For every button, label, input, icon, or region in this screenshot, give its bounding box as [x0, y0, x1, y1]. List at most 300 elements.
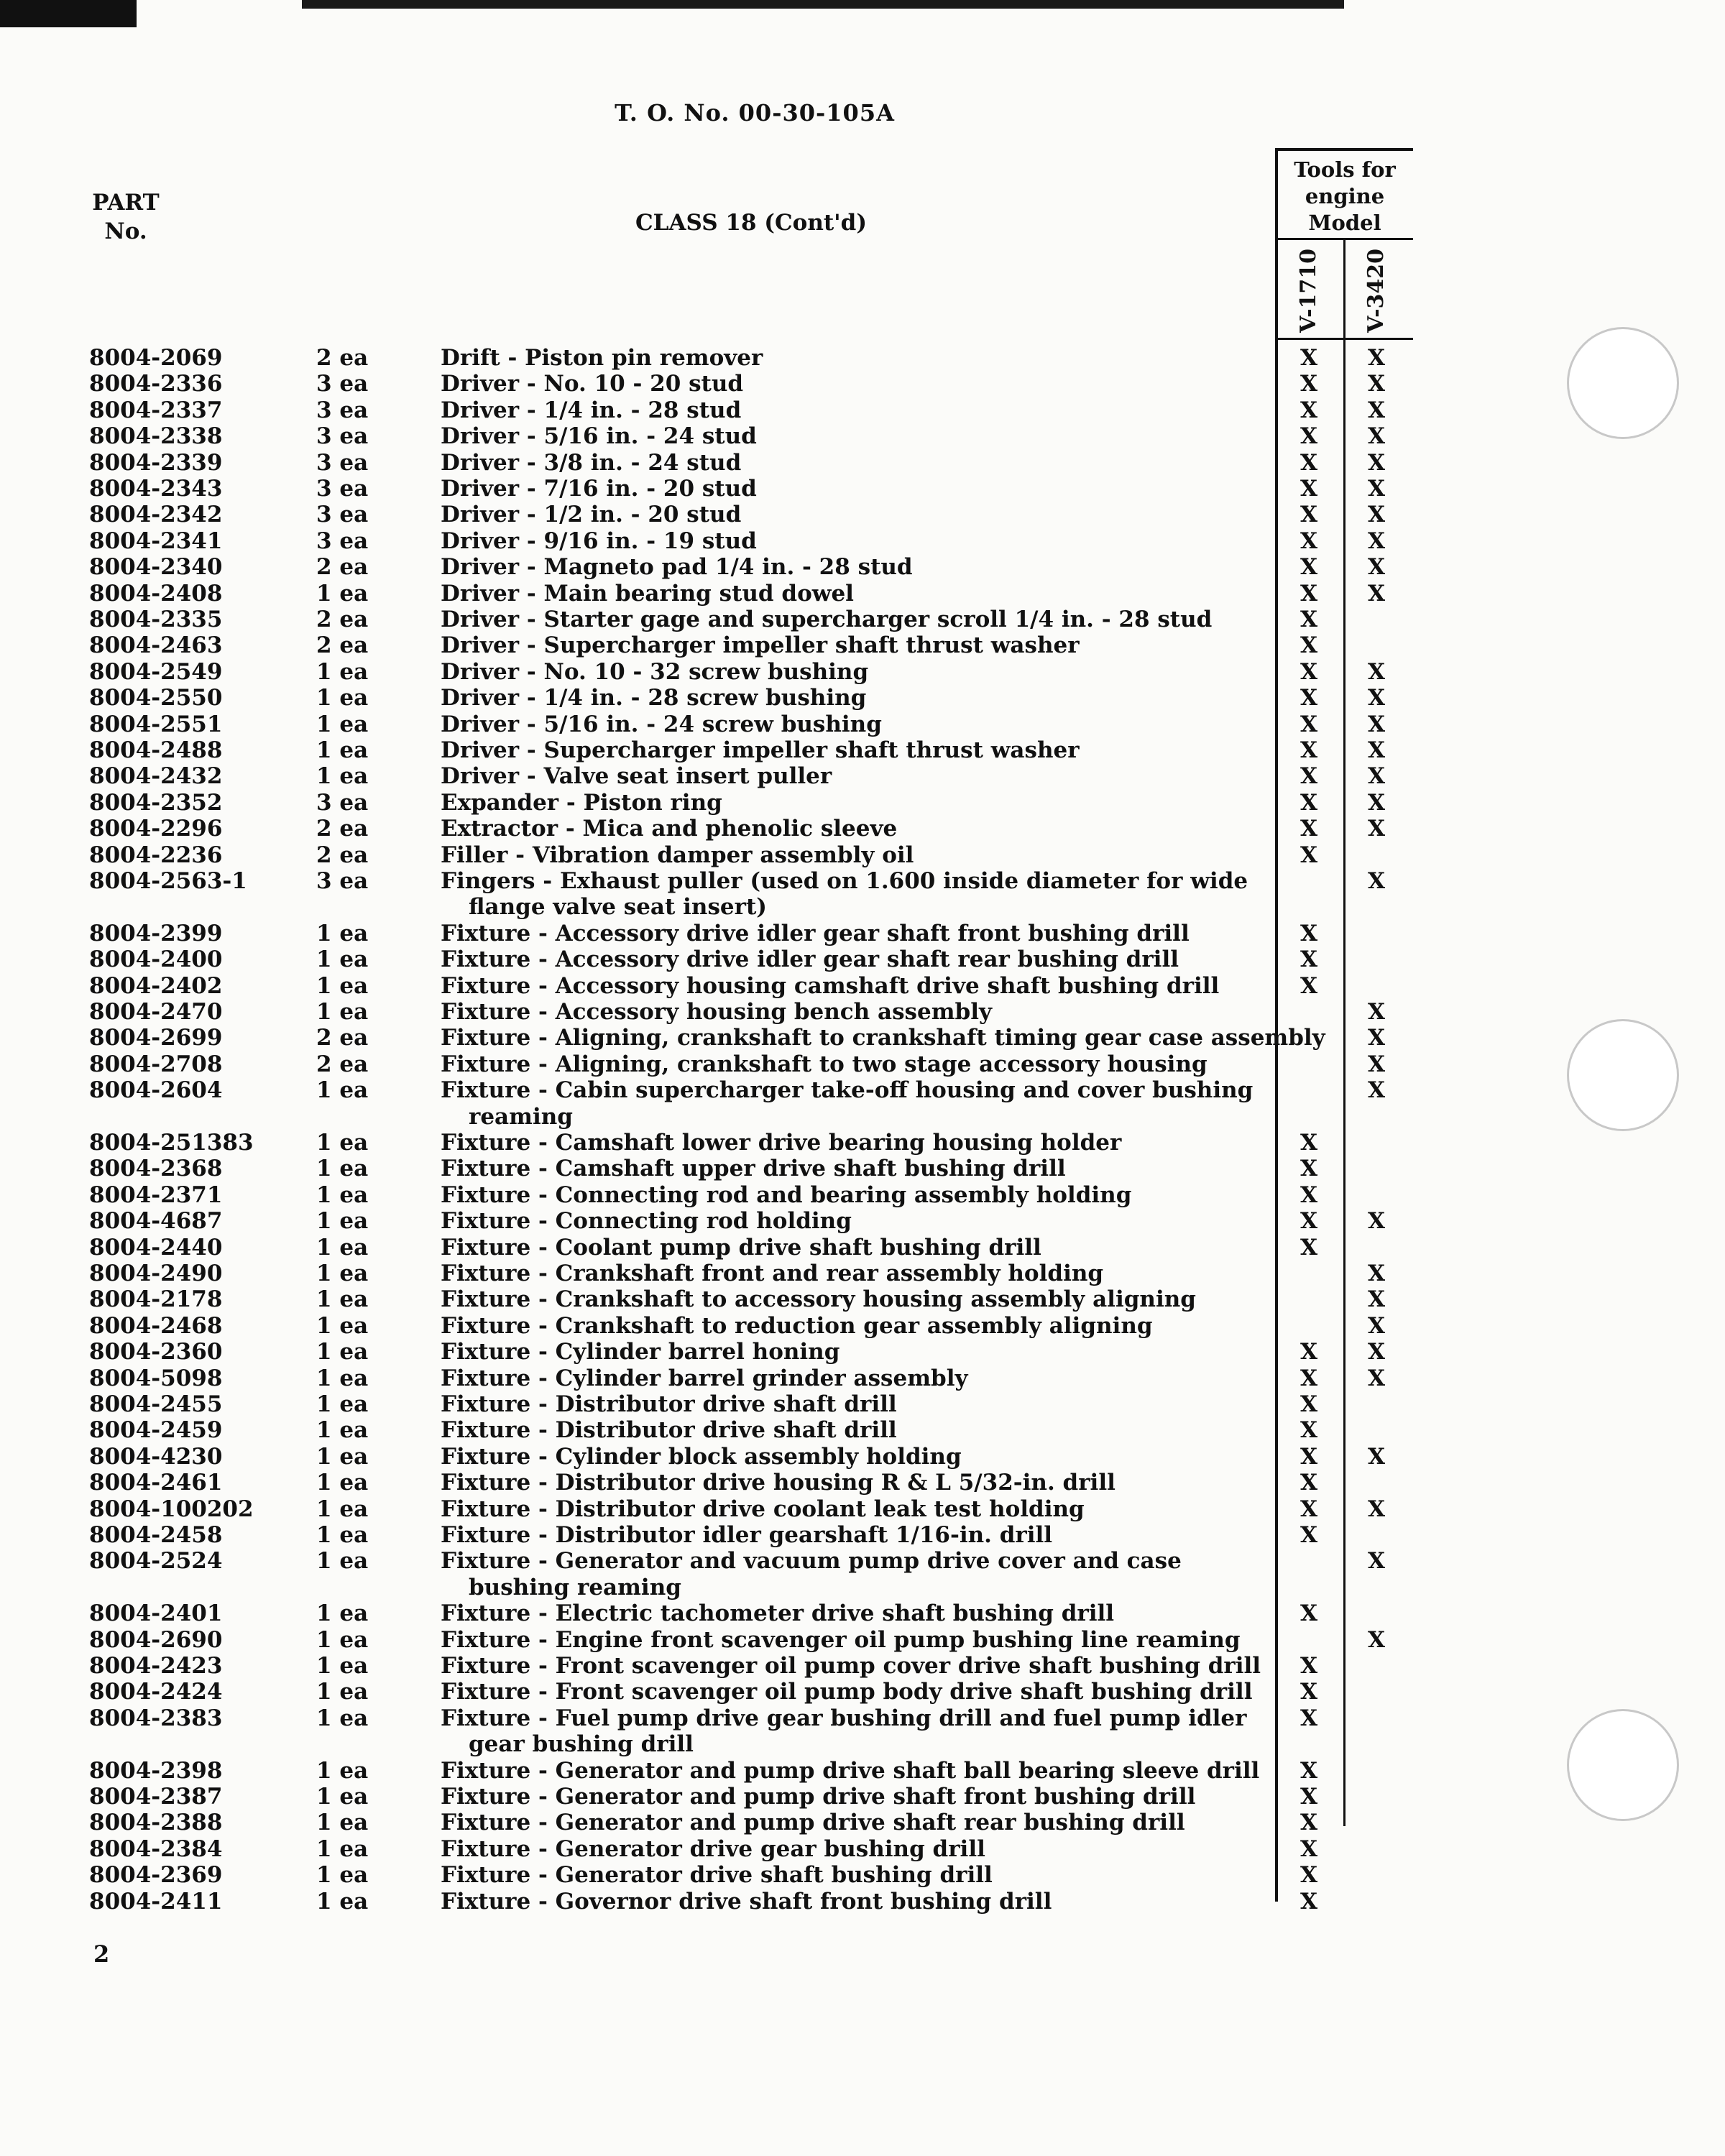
- quantity: 2 ea: [316, 345, 369, 371]
- table-row: [0, 1286, 1725, 1312]
- quantity: 3 ea: [316, 476, 369, 502]
- tools-line-1: Tools for: [1294, 157, 1396, 182]
- v1710-mark: X: [1300, 685, 1318, 711]
- quantity: 2 ea: [316, 1051, 369, 1077]
- quantity: 1 ea: [316, 1862, 369, 1888]
- tool-description: Fixture - Generator drive gear bushing drill: [441, 1836, 985, 1862]
- part-number: 8004-2342: [89, 502, 223, 528]
- table-row: [0, 1889, 1725, 1915]
- v1710-mark: X: [1300, 397, 1318, 423]
- v1710-mark: X: [1300, 1889, 1318, 1915]
- tool-description: Driver - 3/8 in. - 24 stud: [441, 450, 742, 476]
- part-number: 8004-2424: [89, 1679, 223, 1705]
- v1710-mark: X: [1300, 946, 1318, 972]
- tool-description: Fixture - Camshaft upper drive shaft bushing drill: [441, 1156, 1066, 1181]
- tool-description-continued: reaming: [469, 1104, 573, 1130]
- quantity: 1 ea: [316, 1758, 369, 1784]
- v3420-mark: X: [1367, 1313, 1386, 1339]
- tool-description-continued: flange valve seat insert): [469, 894, 767, 920]
- table-row: [0, 423, 1725, 449]
- quantity: 3 ea: [316, 397, 369, 423]
- v3420-mark: X: [1367, 1025, 1386, 1051]
- tool-description: Fixture - Accessory housing camshaft drive shaft bushing drill: [441, 973, 1220, 999]
- page-number: 2: [93, 1940, 110, 1968]
- v1710-mark: X: [1300, 842, 1318, 868]
- v3420-mark: X: [1367, 1548, 1386, 1574]
- v1710-mark: X: [1300, 502, 1318, 528]
- v1710-mark: X: [1300, 1417, 1318, 1443]
- part-number: 8004-2368: [89, 1156, 223, 1181]
- tool-description: Fixture - Generator drive shaft bushing drill: [441, 1862, 993, 1888]
- part-number: 8004-2352: [89, 790, 223, 816]
- table-row: [0, 607, 1725, 632]
- table-row: [0, 528, 1725, 554]
- quantity: 1 ea: [316, 1444, 369, 1470]
- tool-description: Driver - 1/2 in. - 20 stud: [441, 502, 742, 528]
- tool-description: Driver - Starter gage and supercharger scroll 1/4 in. - 28 stud: [441, 607, 1213, 632]
- part-number: 8004-2337: [89, 397, 223, 423]
- v1710-mark: X: [1300, 711, 1318, 737]
- quantity: 1 ea: [316, 946, 369, 972]
- quantity: 3 ea: [316, 371, 369, 397]
- tool-description: Expander - Piston ring: [441, 790, 722, 816]
- part-number: 8004-2402: [89, 973, 223, 999]
- part-number: 8004-2524: [89, 1548, 223, 1574]
- v3420-mark: X: [1367, 371, 1386, 397]
- v1710-mark: X: [1300, 450, 1318, 476]
- tool-description: Fixture - Accessory housing bench assembly: [441, 999, 992, 1025]
- table-row: [0, 816, 1725, 842]
- tool-description: Driver - Valve seat insert puller: [441, 763, 832, 789]
- part-number: 8004-2488: [89, 737, 223, 763]
- quantity: 1 ea: [316, 1705, 369, 1731]
- tool-description: Driver - 1/4 in. - 28 stud: [441, 397, 742, 423]
- part-number: 8004-2336: [89, 371, 223, 397]
- v3420-mark: X: [1367, 737, 1386, 763]
- table-row: [0, 1810, 1725, 1835]
- v3420-mark: X: [1367, 1208, 1386, 1234]
- quantity: 1 ea: [316, 1496, 369, 1522]
- quantity: 2 ea: [316, 554, 369, 580]
- tool-description: Fixture - Distributor drive shaft drill: [441, 1417, 897, 1443]
- tool-description: Fixture - Connecting rod holding: [441, 1208, 852, 1234]
- quantity: 1 ea: [316, 1130, 369, 1156]
- tool-description: Driver - 1/4 in. - 28 screw bushing: [441, 685, 867, 711]
- tool-description: Fixture - Front scavenger oil pump body drive shaft bushing drill: [441, 1679, 1253, 1705]
- table-row: [0, 1339, 1725, 1365]
- v1710-mark: X: [1300, 1208, 1318, 1234]
- v1710-mark: X: [1300, 1235, 1318, 1261]
- v3420-mark: X: [1367, 1261, 1386, 1286]
- v1710-mark: X: [1300, 1705, 1318, 1731]
- table-row: [0, 842, 1725, 868]
- tool-description: Fixture - Cylinder barrel grinder assembly: [441, 1365, 968, 1391]
- quantity: 1 ea: [316, 1600, 369, 1626]
- v1710-mark: X: [1300, 1391, 1318, 1417]
- table-rule-top: [1275, 148, 1413, 151]
- tool-description: Fixture - Distributor drive shaft drill: [441, 1391, 897, 1417]
- table-row: [0, 450, 1725, 476]
- part-number: 8004-2335: [89, 607, 223, 632]
- part-number: 8004-2604: [89, 1077, 223, 1103]
- tool-description: Driver - No. 10 - 32 screw bushing: [441, 659, 869, 685]
- document-number: T. O. No. 00-30-105A: [615, 99, 895, 126]
- v3420-mark: X: [1367, 581, 1386, 607]
- quantity: 1 ea: [316, 1208, 369, 1234]
- table-row: [0, 1784, 1725, 1810]
- v1710-mark: X: [1300, 659, 1318, 685]
- v3420-mark: X: [1367, 868, 1386, 894]
- model-v1710-label: V-1710: [1296, 248, 1322, 333]
- quantity: 1 ea: [316, 581, 369, 607]
- table-row: [0, 921, 1725, 946]
- table-row: [0, 659, 1725, 685]
- tool-description: Fixture - Electric tachometer drive shaft bushing drill: [441, 1600, 1115, 1626]
- v3420-mark: X: [1367, 999, 1386, 1025]
- v3420-mark: X: [1367, 450, 1386, 476]
- part-number: 8004-2340: [89, 554, 223, 580]
- quantity: 3 ea: [316, 423, 369, 449]
- v1710-mark: X: [1300, 607, 1318, 632]
- v3420-mark: X: [1367, 763, 1386, 789]
- part-number: 8004-2178: [89, 1286, 223, 1312]
- tool-description: Fixture - Crankshaft to accessory housing assembly aligning: [441, 1286, 1196, 1312]
- part-number: 8004-2296: [89, 816, 223, 842]
- v3420-mark: X: [1367, 685, 1386, 711]
- quantity: 1 ea: [316, 737, 369, 763]
- part-number: 8004-2699: [89, 1025, 223, 1051]
- table-row: [0, 1600, 1725, 1626]
- v1710-mark: X: [1300, 1339, 1318, 1365]
- table-row: [0, 397, 1725, 423]
- v1710-mark: X: [1300, 554, 1318, 580]
- v1710-mark: X: [1300, 371, 1318, 397]
- part-number: 8004-2551: [89, 711, 223, 737]
- part-number: 8004-2411: [89, 1889, 223, 1915]
- tools-line-3: Model: [1308, 211, 1381, 235]
- table-row: [0, 1758, 1725, 1784]
- tool-description: Fixture - Connecting rod and bearing assembly holding: [441, 1182, 1132, 1208]
- quantity: 1 ea: [316, 1077, 369, 1103]
- v1710-mark: X: [1300, 973, 1318, 999]
- part-number: 8004-4230: [89, 1444, 223, 1470]
- tool-description: Fixture - Crankshaft front and rear assembly holding: [441, 1261, 1104, 1286]
- tool-description: Fixture - Distributor idler gearshaft 1/16-in. drill: [441, 1522, 1053, 1548]
- quantity: 1 ea: [316, 1339, 369, 1365]
- v1710-mark: X: [1300, 1365, 1318, 1391]
- table-row: [0, 1653, 1725, 1679]
- part-number: 8004-2458: [89, 1522, 223, 1548]
- table-row: [0, 1705, 1725, 1731]
- table-row: [0, 790, 1725, 816]
- table-row: [0, 1391, 1725, 1417]
- part-number: 8004-2341: [89, 528, 223, 554]
- quantity: 1 ea: [316, 1889, 369, 1915]
- quantity: 1 ea: [316, 1417, 369, 1443]
- tool-description: Driver - 5/16 in. - 24 stud: [441, 423, 757, 449]
- part-number: 8004-2339: [89, 450, 223, 476]
- tool-description-continued: bushing reaming: [469, 1575, 681, 1600]
- part-number: 8004-2440: [89, 1235, 223, 1261]
- table-row: [0, 502, 1725, 528]
- quantity: 1 ea: [316, 999, 369, 1025]
- v3420-mark: X: [1367, 1365, 1386, 1391]
- table-row: [0, 1182, 1725, 1208]
- v3420-mark: X: [1367, 554, 1386, 580]
- table-row: [0, 1156, 1725, 1181]
- v1710-mark: X: [1300, 1156, 1318, 1181]
- v1710-mark: X: [1300, 528, 1318, 554]
- quantity: 1 ea: [316, 1391, 369, 1417]
- part-number: 8004-2455: [89, 1391, 223, 1417]
- part-number: 8004-2690: [89, 1627, 223, 1653]
- quantity: 2 ea: [316, 842, 369, 868]
- v1710-mark: X: [1300, 1130, 1318, 1156]
- v3420-mark: X: [1367, 423, 1386, 449]
- part-number: 8004-2388: [89, 1810, 223, 1835]
- tool-description: Fixture - Accessory drive idler gear shaft front bushing drill: [441, 921, 1190, 946]
- tool-description: Driver - 5/16 in. - 24 screw bushing: [441, 711, 882, 737]
- quantity: 1 ea: [316, 1313, 369, 1339]
- tool-description: Fixture - Engine front scavenger oil pump bushing line reaming: [441, 1627, 1241, 1653]
- tools-line-2: engine: [1305, 184, 1385, 208]
- table-row: [0, 1522, 1725, 1548]
- part-number: 8004-2490: [89, 1261, 223, 1286]
- part-number: 8004-251383: [89, 1130, 254, 1156]
- v3420-mark: X: [1367, 397, 1386, 423]
- tool-description: Driver - No. 10 - 20 stud: [441, 371, 744, 397]
- quantity: 1 ea: [316, 711, 369, 737]
- tool-description: Fixture - Aligning, crankshaft to two stage accessory housing: [441, 1051, 1208, 1077]
- v1710-mark: X: [1300, 790, 1318, 816]
- quantity: 1 ea: [316, 1679, 369, 1705]
- v1710-mark: X: [1300, 1810, 1318, 1835]
- quantity: 3 ea: [316, 450, 369, 476]
- part-number-column-header: [79, 188, 172, 246]
- v1710-mark: X: [1300, 1522, 1318, 1548]
- part-number-label: No.: [104, 218, 147, 244]
- v3420-mark: X: [1367, 1496, 1386, 1522]
- table-row: [0, 632, 1725, 658]
- part-number: 8004-2408: [89, 581, 223, 607]
- v1710-mark: X: [1300, 1470, 1318, 1496]
- part-number: 8004-2384: [89, 1836, 223, 1862]
- v1710-mark: X: [1300, 816, 1318, 842]
- part-number: 8004-2399: [89, 921, 223, 946]
- part-number: 8004-2387: [89, 1784, 223, 1810]
- v3420-mark: X: [1367, 528, 1386, 554]
- model-v3420-header: [1355, 246, 1398, 335]
- part-number: 8004-2371: [89, 1182, 223, 1208]
- tool-description: Driver - 9/16 in. - 19 stud: [441, 528, 757, 554]
- quantity: 1 ea: [316, 1261, 369, 1286]
- table-row: [0, 1862, 1725, 1888]
- tools-column-header: [1276, 157, 1413, 236]
- tool-description: Driver - Main bearing stud dowel: [441, 581, 854, 607]
- v1710-mark: X: [1300, 423, 1318, 449]
- table-row: [0, 581, 1725, 607]
- part-number: 8004-2708: [89, 1051, 223, 1077]
- table-row: [0, 1627, 1725, 1653]
- quantity: 1 ea: [316, 1810, 369, 1835]
- table-row: [0, 868, 1725, 894]
- v1710-mark: X: [1300, 632, 1318, 658]
- part-number: 8004-2360: [89, 1339, 223, 1365]
- tool-description-continued: gear bushing drill: [469, 1731, 694, 1757]
- quantity: 2 ea: [316, 816, 369, 842]
- v3420-mark: X: [1367, 345, 1386, 371]
- v1710-mark: X: [1300, 581, 1318, 607]
- part-number: 8004-2549: [89, 659, 223, 685]
- quantity: 1 ea: [316, 973, 369, 999]
- v3420-mark: X: [1367, 1286, 1386, 1312]
- tool-description: Fixture - Cylinder block assembly holding: [441, 1444, 962, 1470]
- v1710-mark: X: [1300, 1758, 1318, 1784]
- part-number: 8004-2338: [89, 423, 223, 449]
- tool-description: Extractor - Mica and phenolic sleeve: [441, 816, 898, 842]
- table-row: [0, 711, 1725, 737]
- v3420-mark: X: [1367, 816, 1386, 842]
- table-row: [0, 1208, 1725, 1234]
- v1710-mark: X: [1300, 1653, 1318, 1679]
- part-number: 8004-2400: [89, 946, 223, 972]
- part-number: 8004-2423: [89, 1653, 223, 1679]
- quantity: 1 ea: [316, 1627, 369, 1653]
- tool-description: Fixture - Generator and pump drive shaft front bushing drill: [441, 1784, 1196, 1810]
- v3420-mark: X: [1367, 502, 1386, 528]
- quantity: 1 ea: [316, 1365, 369, 1391]
- quantity: 3 ea: [316, 502, 369, 528]
- table-row: [0, 999, 1725, 1025]
- tool-description: Driver - Supercharger impeller shaft thrust washer: [441, 737, 1080, 763]
- table-row: [0, 371, 1725, 397]
- part-number: 8004-2468: [89, 1313, 223, 1339]
- tool-description: Driver - Magneto pad 1/4 in. - 28 stud: [441, 554, 913, 580]
- table-row: [0, 737, 1725, 763]
- part-number: 8004-4687: [89, 1208, 223, 1234]
- tool-description: Fixture - Coolant pump drive shaft bushing drill: [441, 1235, 1041, 1261]
- v1710-mark: X: [1300, 1496, 1318, 1522]
- quantity: 1 ea: [316, 921, 369, 946]
- part-number: 8004-2398: [89, 1758, 223, 1784]
- table-row: [0, 1051, 1725, 1077]
- v1710-mark: X: [1300, 1600, 1318, 1626]
- scan-edge-mark: [0, 0, 137, 27]
- quantity: 1 ea: [316, 763, 369, 789]
- table-row: [0, 1444, 1725, 1470]
- table-row: [0, 1261, 1725, 1286]
- table-row: [0, 1548, 1725, 1574]
- quantity: 1 ea: [316, 1182, 369, 1208]
- v3420-mark: X: [1367, 1627, 1386, 1653]
- part-number: 8004-2069: [89, 345, 223, 371]
- part-number: 8004-2470: [89, 999, 223, 1025]
- table-row: [0, 1679, 1725, 1705]
- table-row: [0, 946, 1725, 972]
- quantity: 2 ea: [316, 632, 369, 658]
- tool-description: Fixture - Governor drive shaft front bushing drill: [441, 1889, 1052, 1915]
- quantity: 1 ea: [316, 685, 369, 711]
- table-row: [0, 1235, 1725, 1261]
- v3420-mark: X: [1367, 1051, 1386, 1077]
- tool-description: Fixture - Front scavenger oil pump cover drive shaft bushing drill: [441, 1653, 1261, 1679]
- part-number: 8004-5098: [89, 1365, 223, 1391]
- table-row: [0, 1313, 1725, 1339]
- tool-description: Fixture - Distributor drive housing R & L 5/32-in. drill: [441, 1470, 1116, 1496]
- part-number: 8004-2343: [89, 476, 223, 502]
- tool-description: Fixture - Generator and vacuum pump drive cover and case: [441, 1548, 1182, 1574]
- class-title: CLASS 18 (Cont'd): [635, 210, 868, 236]
- table-row: [0, 1470, 1725, 1496]
- tool-description: Fixture - Generator and pump drive shaft ball bearing sleeve drill: [441, 1758, 1260, 1784]
- v1710-mark: X: [1300, 737, 1318, 763]
- tool-description: Fingers - Exhaust puller (used on 1.600 inside diameter for wide: [441, 868, 1248, 894]
- tool-description: Fixture - Cabin supercharger take-off housing and cover bushing: [441, 1077, 1254, 1103]
- v1710-mark: X: [1300, 1182, 1318, 1208]
- v1710-mark: X: [1300, 1836, 1318, 1862]
- quantity: 1 ea: [316, 659, 369, 685]
- table-row: [0, 1130, 1725, 1156]
- tool-description: Fixture - Camshaft lower drive bearing housing holder: [441, 1130, 1122, 1156]
- v1710-mark: X: [1300, 763, 1318, 789]
- quantity: 3 ea: [316, 528, 369, 554]
- table-row: [0, 476, 1725, 502]
- quantity: 1 ea: [316, 1522, 369, 1548]
- quantity: 1 ea: [316, 1653, 369, 1679]
- part-label: PART: [92, 190, 160, 216]
- table-row: [0, 1077, 1725, 1103]
- quantity: 1 ea: [316, 1470, 369, 1496]
- v1710-mark: X: [1300, 1862, 1318, 1888]
- quantity: 3 ea: [316, 790, 369, 816]
- v1710-mark: X: [1300, 476, 1318, 502]
- tool-description: Fixture - Fuel pump drive gear bushing drill and fuel pump idler: [441, 1705, 1247, 1731]
- tool-description: Fixture - Crankshaft to reduction gear assembly aligning: [441, 1313, 1153, 1339]
- quantity: 1 ea: [316, 1784, 369, 1810]
- model-v1710-header: [1287, 246, 1330, 335]
- quantity: 1 ea: [316, 1836, 369, 1862]
- tool-description: Driver - Supercharger impeller shaft thrust washer: [441, 632, 1080, 658]
- table-row: [0, 345, 1725, 371]
- v3420-mark: X: [1367, 659, 1386, 685]
- table-row: [0, 1417, 1725, 1443]
- v3420-mark: X: [1367, 476, 1386, 502]
- part-number: 8004-2369: [89, 1862, 223, 1888]
- quantity: 1 ea: [316, 1235, 369, 1261]
- tool-description: Fixture - Cylinder barrel honing: [441, 1339, 840, 1365]
- table-row: [0, 554, 1725, 580]
- quantity: 2 ea: [316, 607, 369, 632]
- quantity: 2 ea: [316, 1025, 369, 1051]
- table-row: [0, 1365, 1725, 1391]
- part-number: 8004-2383: [89, 1705, 223, 1731]
- quantity: 1 ea: [316, 1548, 369, 1574]
- table-row: [0, 1836, 1725, 1862]
- tool-description: Drift - Piston pin remover: [441, 345, 763, 371]
- tool-description: Fixture - Aligning, crankshaft to crankshaft timing gear case assembly: [441, 1025, 1325, 1051]
- tool-description: Fixture - Accessory drive idler gear shaft rear bushing drill: [441, 946, 1179, 972]
- table-row: [0, 685, 1725, 711]
- quantity: 1 ea: [316, 1286, 369, 1312]
- v3420-mark: X: [1367, 1444, 1386, 1470]
- part-number: 8004-2432: [89, 763, 223, 789]
- quantity: 1 ea: [316, 1156, 369, 1181]
- table-row: [0, 1025, 1725, 1051]
- v3420-mark: X: [1367, 1339, 1386, 1365]
- part-number: 8004-100202: [89, 1496, 254, 1522]
- v3420-mark: X: [1367, 1077, 1386, 1103]
- part-number: 8004-2401: [89, 1600, 223, 1626]
